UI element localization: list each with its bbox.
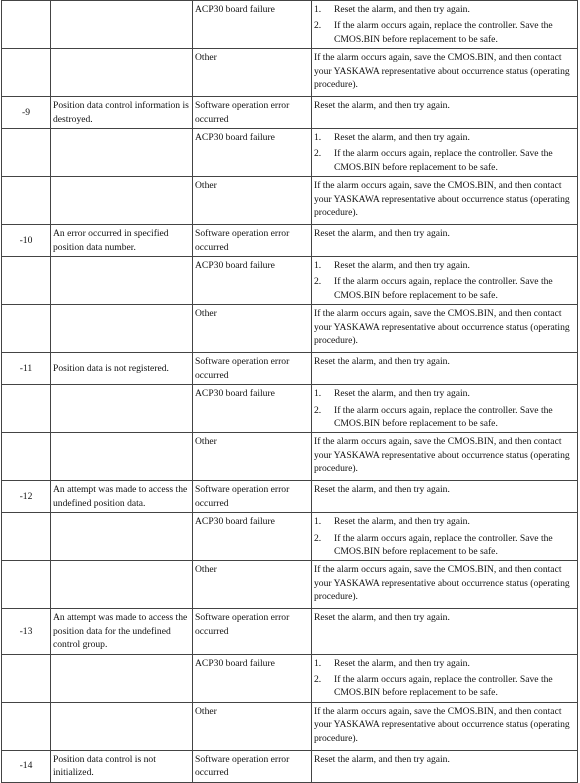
step-text: If the alarm occurs again, replace the controller. Save the CMOS.BIN before replacement to be safe.	[334, 673, 553, 699]
remedy-step	[314, 147, 575, 174]
alarm-remedy-cell: If the alarm occurs again, save the CMOS.BIN, and then contact your YASKAWA representative about occurrence status (operating procedure).	[312, 561, 578, 609]
step-number: 2.	[314, 20, 322, 32]
remedy-step	[314, 19, 575, 46]
step-number: 1.	[314, 657, 322, 669]
alarm-description-cell: Position data is not registered.	[51, 353, 193, 385]
alarm-remedy-cell	[312, 1, 578, 49]
alarm-remedy-cell	[312, 257, 578, 305]
step-text: Reset the alarm, and then try again.	[334, 388, 470, 400]
alarm-subcode-cell: -11	[2, 353, 51, 385]
alarm-description-cell	[51, 1, 193, 49]
alarm-remedy-cell: Reset the alarm, and then try again.	[312, 97, 578, 129]
alarm-remedy-cell	[312, 654, 578, 702]
alarm-remedy-cell: Reset the alarm, and then try again.	[312, 225, 578, 257]
alarm-subcode-cell	[2, 433, 51, 481]
alarm-cause-cell: Other	[193, 49, 312, 97]
alarm-remedy-cell: If the alarm occurs again, save the CMOS.BIN, and then contact your YASKAWA representative about occurrence status (operating procedure).	[312, 702, 578, 750]
table-row	[2, 49, 578, 97]
alarm-subcode-cell	[2, 1, 51, 49]
step-text: Reset the alarm, and then try again.	[334, 657, 470, 669]
alarm-description-cell	[51, 49, 193, 97]
alarm-remedy-cell: If the alarm occurs again, save the CMOS.BIN, and then contact your YASKAWA representative about occurrence status (operating procedure).	[312, 49, 578, 97]
step-text: If the alarm occurs again, replace the controller. Save the CMOS.BIN before replacement to be safe.	[334, 276, 553, 301]
remedy-step	[314, 532, 575, 559]
alarm-description-cell: An attempt was made to access the undefined position data.	[51, 481, 193, 513]
alarm-subcode-cell	[2, 385, 51, 433]
alarm-subcode-cell	[2, 49, 51, 97]
table-row	[2, 385, 578, 433]
alarm-remedy-cell: Reset the alarm, and then try again.	[312, 750, 578, 782]
remedy-step	[314, 673, 575, 700]
remedy-step	[314, 259, 575, 272]
step-number: 2.	[314, 148, 322, 160]
alarm-description-cell	[51, 177, 193, 225]
step-text: If the alarm occurs again, replace the controller. Save the CMOS.BIN before replacement to be safe.	[334, 20, 553, 45]
remedy-steps-list	[314, 131, 575, 174]
alarm-description-cell	[51, 702, 193, 750]
alarm-cause-cell: Other	[193, 702, 312, 750]
step-text: If the alarm occurs again, replace the controller. Save the CMOS.BIN before replacement to be safe.	[334, 404, 553, 429]
alarm-subcode-cell	[2, 702, 51, 750]
alarm-cause-cell: ACP30 board failure	[193, 1, 312, 49]
alarm-cause-cell: ACP30 board failure	[193, 385, 312, 433]
alarm-subcode-cell: -9	[2, 97, 51, 129]
remedy-step	[314, 275, 575, 302]
table-row	[2, 702, 578, 750]
step-number: 1.	[314, 388, 322, 400]
alarm-subcode-cell	[2, 654, 51, 702]
step-number: 2.	[314, 404, 322, 416]
alarm-description-cell: An error occurred in specified position data number.	[51, 225, 193, 257]
alarm-remedy-cell	[312, 513, 578, 561]
alarm-subcode-cell: -13	[2, 609, 51, 654]
alarm-description-cell: An attempt was made to access the position data for the undefined control group.	[51, 609, 193, 654]
alarm-description-cell	[51, 129, 193, 177]
table-row	[2, 654, 578, 702]
remedy-step	[314, 657, 575, 670]
alarm-subcode-cell	[2, 305, 51, 353]
alarm-description-cell	[51, 257, 193, 305]
alarm-cause-cell: Other	[193, 433, 312, 481]
table-row	[2, 513, 578, 561]
alarm-cause-cell: Software operation error occurred	[193, 481, 312, 513]
alarm-cause-cell: Software operation error occurred	[193, 750, 312, 782]
remedy-steps-list	[314, 657, 575, 700]
alarm-remedy-cell: Reset the alarm, and then try again.	[312, 609, 578, 654]
table-row	[2, 177, 578, 225]
step-number: 2.	[314, 276, 322, 288]
table-row	[2, 750, 578, 782]
table-row	[2, 481, 578, 513]
remedy-steps-list	[314, 515, 575, 558]
alarm-cause-cell: Software operation error occurred	[193, 225, 312, 257]
alarm-subcode-cell	[2, 129, 51, 177]
alarm-remedy-cell: If the alarm occurs again, save the CMOS.BIN, and then contact your YASKAWA representative about occurrence status (operating procedure).	[312, 433, 578, 481]
alarm-cause-cell: Other	[193, 305, 312, 353]
step-number: 2.	[314, 532, 322, 544]
step-number: 1.	[314, 132, 322, 144]
table-row	[2, 561, 578, 609]
alarm-description-cell	[51, 433, 193, 481]
alarm-description-cell	[51, 385, 193, 433]
alarm-remedy-table	[1, 0, 578, 783]
step-number: 1.	[314, 260, 322, 272]
step-number: 2.	[314, 673, 322, 685]
alarm-cause-cell: Software operation error occurred	[193, 97, 312, 129]
table-row	[2, 433, 578, 481]
alarm-cause-cell: ACP30 board failure	[193, 654, 312, 702]
alarm-remedy-cell: If the alarm occurs again, save the CMOS.BIN, and then contact your YASKAWA representative about occurrence status (operating procedure).	[312, 177, 578, 225]
alarm-description-cell	[51, 305, 193, 353]
alarm-remedy-cell: Reset the alarm, and then try again.	[312, 481, 578, 513]
table-row	[2, 129, 578, 177]
alarm-description-cell	[51, 654, 193, 702]
remedy-step	[314, 3, 575, 16]
table-row	[2, 1, 578, 49]
table-row	[2, 305, 578, 353]
table-row	[2, 257, 578, 305]
table-row	[2, 609, 578, 654]
alarm-subcode-cell	[2, 513, 51, 561]
step-number: 1.	[314, 516, 322, 528]
step-number: 1.	[314, 4, 322, 15]
alarm-subcode-cell	[2, 177, 51, 225]
step-text: Reset the alarm, and then try again.	[334, 260, 470, 272]
alarm-cause-cell: Software operation error occurred	[193, 353, 312, 385]
alarm-subcode-cell: -14	[2, 750, 51, 782]
alarm-remedy-cell: Reset the alarm, and then try again.	[312, 353, 578, 385]
alarm-remedy-cell	[312, 129, 578, 177]
step-text: If the alarm occurs again, replace the controller. Save the CMOS.BIN before replacement to be safe.	[334, 532, 553, 557]
alarm-cause-cell: ACP30 board failure	[193, 257, 312, 305]
step-text: Reset the alarm, and then try again.	[334, 132, 470, 144]
alarm-cause-cell: ACP30 board failure	[193, 129, 312, 177]
table-row	[2, 225, 578, 257]
alarm-subcode-cell: -12	[2, 481, 51, 513]
alarm-remedy-cell	[312, 385, 578, 433]
remedy-step	[314, 515, 575, 528]
alarm-description-cell: Position data control is not initialized.	[51, 750, 193, 782]
alarm-subcode-cell	[2, 561, 51, 609]
alarm-description-cell	[51, 561, 193, 609]
remedy-step	[314, 404, 575, 431]
remedy-step	[314, 131, 575, 144]
table-row	[2, 97, 578, 129]
alarm-cause-cell: Other	[193, 177, 312, 225]
alarm-cause-cell: ACP30 board failure	[193, 513, 312, 561]
alarm-cause-cell: Other	[193, 561, 312, 609]
alarm-table-body	[2, 1, 578, 783]
alarm-description-cell: Position data control information is destroyed.	[51, 97, 193, 129]
alarm-remedy-cell: If the alarm occurs again, save the CMOS.BIN, and then contact your YASKAWA representative about occurrence status (operating procedure).	[312, 305, 578, 353]
alarm-description-cell	[51, 513, 193, 561]
step-text: Reset the alarm, and then try again.	[334, 516, 470, 528]
alarm-subcode-cell: -10	[2, 225, 51, 257]
alarm-subcode-cell	[2, 257, 51, 305]
step-text: If the alarm occurs again, replace the controller. Save the CMOS.BIN before replacement to be safe.	[334, 148, 553, 173]
table-row	[2, 353, 578, 385]
remedy-steps-list	[314, 3, 575, 46]
remedy-steps-list	[314, 387, 575, 430]
step-text: Reset the alarm, and then try again.	[334, 4, 470, 15]
remedy-step	[314, 387, 575, 400]
alarm-cause-cell: Software operation error occurred	[193, 609, 312, 654]
remedy-steps-list	[314, 259, 575, 302]
